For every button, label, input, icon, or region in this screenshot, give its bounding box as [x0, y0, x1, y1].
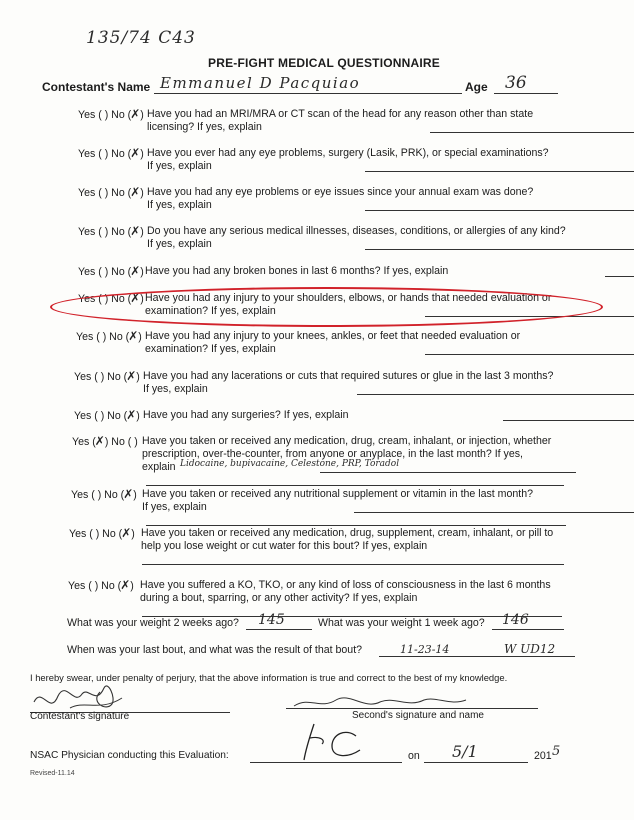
- question-line: If yes, explain: [147, 199, 212, 211]
- question-line: Do you have any serious medical illnesses, diseases, conditions, or allergies of any kind?: [147, 225, 566, 237]
- yes-no-choice[interactable]: [76, 330, 142, 344]
- checkmark-icon: ✗: [121, 526, 132, 540]
- question-line: Have you ever had any eye problems, surgery (Lasik, PRK), or special examinations?: [147, 147, 549, 159]
- attestation-text: I hereby swear, under penalty of perjury, that the above information is true and correct to the best of my knowledge.: [30, 672, 508, 683]
- yes-no-choice[interactable]: [74, 370, 140, 384]
- checkmark-icon: ✗: [130, 107, 141, 121]
- yes-no-suffix: ): [131, 528, 135, 540]
- question-text: [147, 108, 533, 134]
- yes-no-suffix: ): [140, 187, 144, 199]
- yes-no-choice[interactable]: [78, 147, 144, 161]
- last-bout-result[interactable]: W UD12: [504, 642, 556, 656]
- contestant-name-value[interactable]: Emmanuel D Pacquiao: [160, 74, 361, 92]
- question-line: explain: [142, 461, 176, 473]
- question-text: [147, 186, 533, 212]
- checkmark-icon: ✗: [130, 291, 141, 305]
- physician-signature-scribble: [300, 718, 370, 764]
- question-line: examination? If yes, explain: [145, 305, 276, 317]
- yes-no-suffix: ): [138, 331, 142, 343]
- question-line: Have you had any injury to your knees, ankles, or feet that needed evaluation or: [145, 330, 521, 342]
- second-signature-line: [286, 708, 538, 709]
- question-line: Have you had any surgeries? If yes, explain: [143, 409, 349, 421]
- question-text: [145, 330, 520, 356]
- physician-date-value[interactable]: 5/1: [452, 742, 478, 761]
- yes-no-suffix: ): [140, 266, 144, 278]
- checkmark-icon: ✗: [130, 146, 141, 160]
- checkmark-icon: ✗: [126, 408, 137, 422]
- medication-answer[interactable]: Lidocaine, bupivacaine, Celestone, PRP, Toradol: [180, 459, 400, 469]
- checkmark-icon: ✗: [128, 329, 139, 343]
- explain-line[interactable]: [430, 132, 634, 133]
- weight-2wk-value[interactable]: 145: [258, 612, 285, 628]
- yes-no-suffix: ): [140, 109, 144, 121]
- question-text: [141, 527, 553, 553]
- yes-no-suffix: ): [130, 580, 134, 592]
- question-line: Have you had any lacerations or cuts that required sutures or glue in the last 3 months?: [143, 370, 554, 382]
- age-value[interactable]: 36: [505, 73, 527, 93]
- yes-no-prefix: Yes ( ) No (: [78, 293, 132, 305]
- explain-line[interactable]: [146, 485, 564, 486]
- explain-line[interactable]: [142, 564, 564, 565]
- age-line: [494, 93, 558, 94]
- handwritten-reference: 135/74 C43: [86, 28, 196, 48]
- yes-no-suffix: ) No ( ): [104, 436, 138, 448]
- yes-no-prefix: Yes ( ) No (: [76, 331, 130, 343]
- question-text: [142, 488, 533, 514]
- yes-no-prefix: Yes ( ) No (: [78, 266, 132, 278]
- explain-line[interactable]: [425, 354, 634, 355]
- yes-no-choice[interactable]: [78, 265, 144, 279]
- question-text: [140, 579, 551, 605]
- checkmark-icon: ✗: [94, 434, 105, 448]
- question-line: Have you had any injury to your shoulders, elbows, or hands that needed evaluation or: [145, 292, 552, 304]
- contestant-name-label: Contestant's Name: [42, 80, 151, 94]
- checkmark-icon: ✗: [130, 185, 141, 199]
- yes-no-prefix: Yes ( ) No (: [78, 226, 132, 238]
- question-line: help you lose weight or cut water for this bout? If yes, explain: [141, 540, 428, 552]
- question-text: [147, 147, 549, 173]
- yes-no-choice[interactable]: [72, 435, 138, 449]
- yes-no-suffix: ): [140, 148, 144, 160]
- explain-line[interactable]: [320, 472, 576, 473]
- checkmark-icon: ✗: [123, 487, 134, 501]
- yes-no-prefix: Yes ( ) No (: [68, 580, 122, 592]
- question-line: If yes, explain: [142, 501, 207, 513]
- physician-on-label: on: [408, 750, 420, 762]
- last-bout-label: When was your last bout, and what was the result of that bout?: [67, 644, 363, 656]
- question-line: If yes, explain: [147, 160, 212, 172]
- physician-year-suffix[interactable]: 5: [552, 744, 561, 759]
- physician-year-prefix: 201: [534, 750, 552, 762]
- explain-line[interactable]: [365, 249, 634, 250]
- checkmark-icon: ✗: [130, 264, 141, 278]
- yes-no-choice[interactable]: [78, 186, 144, 200]
- question-line: If yes, explain: [143, 383, 208, 395]
- yes-no-choice[interactable]: [74, 409, 140, 423]
- question-text: [143, 409, 349, 422]
- yes-no-suffix: ): [140, 226, 144, 238]
- weight-1wk-label: What was your weight 1 week ago?: [318, 617, 485, 629]
- explain-line[interactable]: [354, 512, 634, 513]
- contestant-signature-label: Contestant's signature: [30, 711, 130, 722]
- yes-no-choice[interactable]: [78, 225, 144, 239]
- physician-date-line: [424, 762, 528, 763]
- weight-2wk-line: [246, 629, 312, 630]
- question-line: Have you suffered a KO, TKO, or any kind of loss of consciousness in the last 6 months: [140, 579, 551, 591]
- yes-no-prefix: Yes ( ) No (: [74, 371, 128, 383]
- yes-no-choice[interactable]: [71, 488, 137, 502]
- explain-line[interactable]: [365, 171, 634, 172]
- yes-no-prefix: Yes (: [72, 436, 96, 448]
- question-line: Have you had any eye problems or eye issues since your annual exam was done?: [147, 186, 534, 198]
- question-line: Have you taken or received any nutritional supplement or vitamin in the last month?: [142, 488, 534, 500]
- question-text: [143, 370, 553, 396]
- explain-line[interactable]: [365, 210, 634, 211]
- last-bout-line: [379, 656, 575, 657]
- question-line: examination? If yes, explain: [145, 343, 276, 355]
- question-line: during a bout, sparring, or any other activity? If yes, explain: [140, 592, 418, 604]
- explain-line[interactable]: [146, 525, 566, 526]
- highlight-oval: [50, 287, 603, 327]
- yes-no-choice[interactable]: [68, 579, 134, 593]
- yes-no-choice[interactable]: [69, 527, 135, 541]
- question-line: Have you taken or received any medication, drug, cream, inhalant, or injection, whether: [142, 435, 552, 447]
- form-title: PRE-FIGHT MEDICAL QUESTIONNAIRE: [208, 56, 440, 70]
- question-line: Have you had an MRI/MRA or CT scan of the head for any reason other than state: [147, 108, 534, 120]
- checkmark-icon: ✗: [130, 224, 141, 238]
- yes-no-prefix: Yes ( ) No (: [69, 528, 123, 540]
- yes-no-suffix: ): [136, 371, 140, 383]
- age-label: Age: [465, 80, 488, 94]
- weight-2wk-label: What was your weight 2 weeks ago?: [67, 617, 239, 629]
- yes-no-prefix: Yes ( ) No (: [78, 148, 132, 160]
- checkmark-icon: ✗: [126, 369, 137, 383]
- question-line: Have you taken or received any medication, drug, supplement, cream, inhalant, or pill to: [141, 527, 554, 539]
- question-line: prescription, over-the-counter, from anyone or anyplace, in the last month? If yes,: [142, 448, 523, 460]
- yes-no-choice[interactable]: [78, 108, 144, 122]
- yes-no-suffix: ): [136, 410, 140, 422]
- question-line: licensing? If yes, explain: [147, 121, 262, 133]
- yes-no-prefix: Yes ( ) No (: [78, 109, 132, 121]
- weight-1wk-line: [492, 629, 564, 630]
- explain-line[interactable]: [503, 420, 634, 421]
- explain-line[interactable]: [605, 276, 634, 277]
- question-text: [147, 225, 566, 251]
- question-line: If yes, explain: [147, 238, 212, 250]
- second-signature-label: Second's signature and name: [352, 710, 484, 721]
- question-text: [145, 265, 448, 278]
- yes-no-prefix: Yes ( ) No (: [71, 489, 125, 501]
- question-line: Have you had any broken bones in last 6 months? If yes, explain: [145, 265, 449, 277]
- yes-no-suffix: ): [133, 489, 137, 501]
- checkmark-icon: ✗: [120, 578, 131, 592]
- name-line: [154, 93, 462, 94]
- revision-label: Revised-11.14: [30, 770, 75, 777]
- physician-label: NSAC Physician conducting this Evaluation:: [30, 750, 229, 761]
- weight-1wk-value[interactable]: 146: [502, 612, 529, 628]
- explain-line[interactable]: [357, 394, 634, 395]
- yes-no-prefix: Yes ( ) No (: [78, 187, 132, 199]
- yes-no-prefix: Yes ( ) No (: [74, 410, 128, 422]
- yes-no-suffix: ): [140, 293, 144, 305]
- last-bout-date[interactable]: 11-23-14: [400, 643, 450, 656]
